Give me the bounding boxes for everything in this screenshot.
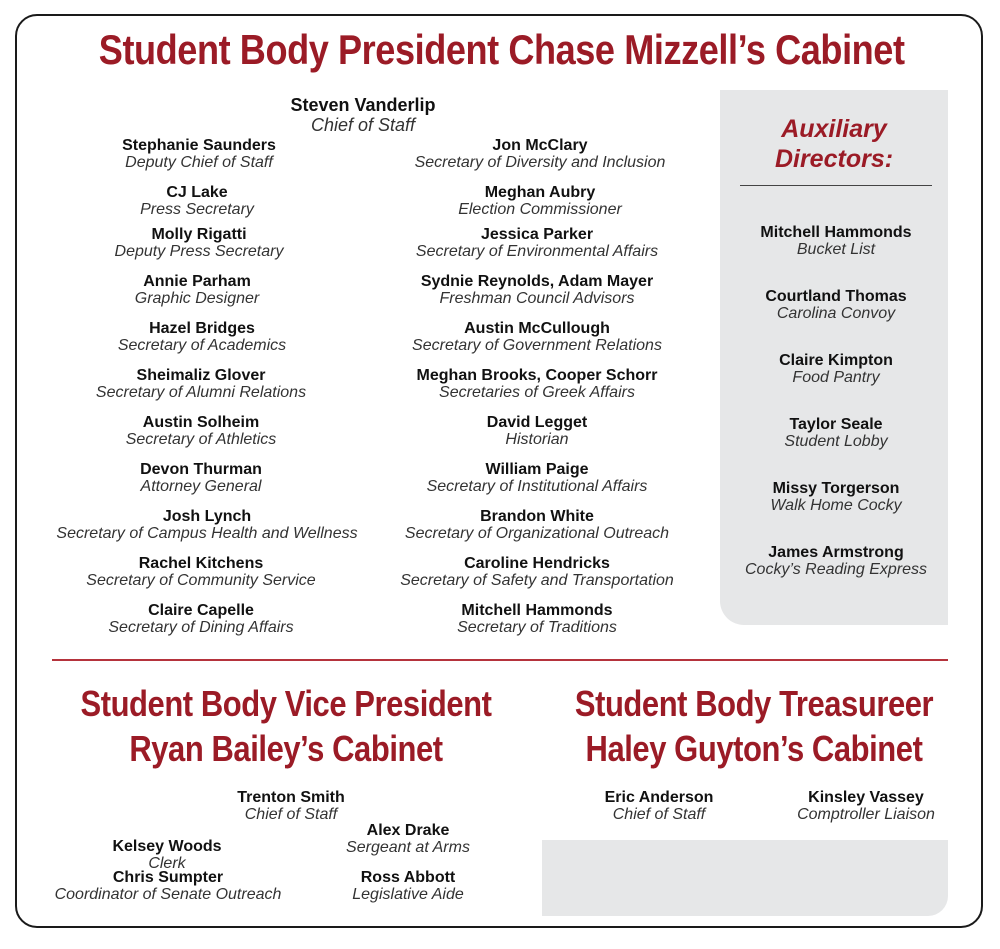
cabinet-member bbox=[56, 508, 357, 543]
member-role: Secretary of Dining Affairs bbox=[108, 619, 294, 636]
member-name: Courtland Thomas bbox=[765, 288, 907, 305]
member-name: Ross Abbott bbox=[360, 869, 456, 886]
auxiliary-heading-line2: Directors: bbox=[774, 145, 894, 173]
treasurer-title-line2: Haley Guyton’s Cabinet bbox=[585, 728, 923, 769]
member-role: Deputy Press Secretary bbox=[114, 243, 284, 260]
member-name: Kelsey Woods bbox=[112, 838, 222, 855]
auxiliary-member bbox=[784, 416, 887, 451]
auxiliary-member bbox=[760, 224, 911, 259]
member-name: Austin Solheim bbox=[142, 414, 260, 431]
cabinet-member bbox=[126, 414, 277, 449]
cabinet-member bbox=[115, 226, 284, 261]
cabinet-member bbox=[96, 367, 306, 402]
treasurer-panel bbox=[542, 840, 948, 916]
member-role: Graphic Designer bbox=[134, 290, 260, 307]
cabinet-member bbox=[416, 226, 658, 261]
member-role: Chief of Staff bbox=[310, 115, 416, 135]
member-role: Secretary of Environmental Affairs bbox=[415, 243, 659, 260]
member-name: Kinsley Vassey bbox=[808, 789, 924, 806]
cabinet-member bbox=[427, 461, 648, 496]
member-role: Secretary of Organizational Outreach bbox=[404, 525, 670, 542]
auxiliary-member bbox=[779, 352, 893, 387]
treasurer-title-line1: Student Body Treasureer bbox=[574, 683, 934, 724]
member-name: Annie Parham bbox=[143, 273, 251, 290]
member-name: Meghan Aubry bbox=[484, 184, 596, 201]
member-name: James Armstrong bbox=[768, 544, 904, 561]
member-name: CJ Lake bbox=[166, 184, 228, 201]
member-name: Claire Kimpton bbox=[779, 352, 893, 369]
member-role: Comptroller Liaison bbox=[797, 806, 935, 823]
member-name: Hazel Bridges bbox=[149, 320, 255, 337]
cabinet-member bbox=[122, 137, 276, 172]
auxiliary-divider bbox=[740, 185, 932, 186]
member-role: Secretary of Alumni Relations bbox=[95, 384, 307, 401]
member-role: Sergeant at Arms bbox=[346, 839, 470, 856]
member-name: Trenton Smith bbox=[237, 789, 345, 806]
member-name: Brandon White bbox=[480, 508, 594, 525]
member-role: Secretary of Traditions bbox=[457, 619, 617, 636]
vp-title-line1: Student Body Vice President bbox=[80, 683, 492, 724]
cabinet-member bbox=[458, 184, 622, 219]
member-name: Jon McClary bbox=[492, 137, 588, 154]
member-role: Legislative Aide bbox=[352, 886, 464, 903]
vp-member bbox=[112, 838, 221, 873]
member-name: William Paige bbox=[485, 461, 589, 478]
member-name: Chris Sumpter bbox=[112, 869, 224, 886]
member-name: Stephanie Saunders bbox=[122, 137, 276, 154]
member-role: Election Commissioner bbox=[458, 201, 622, 218]
member-role: Secretary of Institutional Affairs bbox=[426, 478, 648, 495]
member-role: Press Secretary bbox=[140, 201, 254, 218]
member-role: Attorney General bbox=[140, 478, 262, 495]
member-role: Chief of Staff bbox=[244, 806, 338, 823]
member-role: Deputy Chief of Staff bbox=[125, 154, 273, 171]
auxiliary-member bbox=[745, 544, 927, 579]
cabinet-member bbox=[417, 367, 658, 402]
member-role: Secretary of Government Relations bbox=[412, 337, 662, 354]
member-name: Missy Torgerson bbox=[772, 480, 900, 497]
member-name: Alex Drake bbox=[366, 822, 450, 839]
cabinet-member bbox=[421, 273, 653, 308]
section-divider bbox=[52, 659, 948, 661]
auxiliary-heading bbox=[720, 114, 948, 174]
member-name: Mitchell Hammonds bbox=[760, 224, 912, 241]
member-name: Eric Anderson bbox=[604, 789, 714, 806]
member-role: Food Pantry bbox=[792, 369, 880, 386]
vp-title-line2: Ryan Bailey’s Cabinet bbox=[129, 728, 443, 769]
vp-member bbox=[346, 822, 470, 857]
cabinet-member bbox=[108, 602, 293, 637]
member-role: Secretary of Academics bbox=[117, 337, 287, 354]
member-role: Walk Home Cocky bbox=[770, 497, 902, 514]
cabinet-member bbox=[412, 320, 662, 355]
member-name: Claire Capelle bbox=[148, 602, 254, 619]
auxiliary-heading-line1: Auxiliary bbox=[781, 115, 887, 143]
member-role: Chief of Staff bbox=[612, 806, 706, 823]
member-role: Bucket List bbox=[796, 241, 876, 258]
member-name: Molly Rigatti bbox=[151, 226, 247, 243]
member-name: Devon Thurman bbox=[140, 461, 262, 478]
member-name: Sheimaliz Glover bbox=[136, 367, 266, 384]
member-role: Secretary of Diversity and Inclusion bbox=[414, 154, 666, 171]
member-name: Sydnie Reynolds, Adam Mayer bbox=[420, 273, 654, 290]
member-role: Cocky’s Reading Express bbox=[744, 561, 928, 578]
member-name: Caroline Hendricks bbox=[464, 555, 610, 572]
president-cabinet-title: Student Body President Chase Mizzell’s Cabinet bbox=[98, 26, 905, 73]
member-role: Coordinator of Senate Outreach bbox=[54, 886, 282, 903]
cabinet-member bbox=[135, 273, 260, 308]
member-role: Secretary of Campus Health and Wellness bbox=[56, 525, 358, 542]
cabinet-member bbox=[405, 508, 669, 543]
member-role: Secretaries of Greek Affairs bbox=[439, 384, 635, 401]
cabinet-member bbox=[118, 320, 286, 355]
vp-member bbox=[237, 789, 345, 824]
treasurer-member bbox=[605, 789, 714, 824]
member-role: Student Lobby bbox=[784, 433, 888, 450]
cabinet-member bbox=[487, 414, 587, 449]
member-role: Clerk bbox=[148, 855, 186, 872]
auxiliary-member bbox=[770, 480, 901, 515]
member-role: Secretary of Community Service bbox=[86, 572, 316, 589]
member-name: Taylor Seale bbox=[789, 416, 883, 433]
member-name: Mitchell Hammonds bbox=[461, 602, 613, 619]
cabinet-member bbox=[140, 184, 254, 219]
vice-president-cabinet-title bbox=[71, 681, 501, 771]
member-role: Historian bbox=[505, 431, 569, 448]
cabinet-member bbox=[415, 137, 666, 172]
treasurer-cabinet-title bbox=[539, 681, 969, 771]
member-role: Secretary of Athletics bbox=[125, 431, 277, 448]
member-name: Meghan Brooks, Cooper Schorr bbox=[416, 367, 658, 384]
treasurer-member bbox=[797, 789, 935, 824]
member-name: Steven Vanderlip bbox=[290, 95, 436, 115]
cabinet-member bbox=[86, 555, 315, 590]
vp-member bbox=[352, 869, 463, 904]
member-role: Secretary of Safety and Transportation bbox=[400, 572, 674, 589]
auxiliary-member bbox=[765, 288, 906, 323]
member-name: Josh Lynch bbox=[162, 508, 252, 525]
member-role: Carolina Convoy bbox=[776, 305, 896, 322]
member-name: Jessica Parker bbox=[480, 226, 594, 243]
president-chief-of-staff bbox=[290, 95, 435, 135]
member-name: Rachel Kitchens bbox=[138, 555, 264, 572]
cabinet-member bbox=[140, 461, 262, 496]
vp-member bbox=[55, 869, 282, 904]
cabinet-member bbox=[457, 602, 617, 637]
member-name: Austin McCullough bbox=[464, 320, 610, 337]
cabinet-member bbox=[400, 555, 674, 590]
member-role: Freshman Council Advisors bbox=[439, 290, 635, 307]
member-name: David Legget bbox=[486, 414, 588, 431]
